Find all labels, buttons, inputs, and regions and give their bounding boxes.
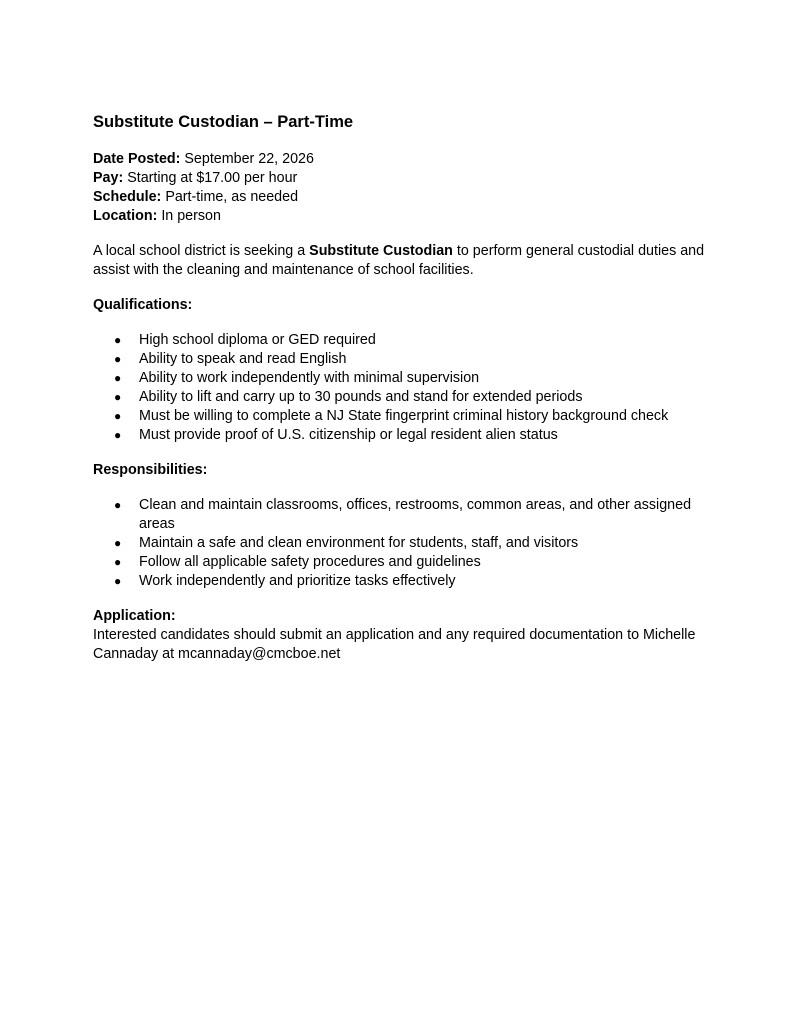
bullet-icon: ● [114, 574, 122, 588]
intro-text-bold: Substitute Custodian [309, 243, 453, 259]
pay-row [93, 169, 713, 188]
document-page [93, 110, 713, 664]
responsibilities-list [93, 496, 713, 591]
list-item [93, 350, 713, 369]
pay-value: Starting at $17.00 per hour [127, 170, 298, 186]
schedule-label: Schedule: [93, 189, 162, 205]
list-item [93, 553, 713, 572]
bullet-icon: ● [114, 536, 122, 550]
schedule-row [93, 188, 713, 207]
qualifications-heading: Qualifications: [93, 297, 193, 313]
bullet-icon: ● [114, 409, 122, 423]
list-item [93, 496, 713, 534]
application-heading: Application: [93, 608, 176, 624]
bullet-icon: ● [114, 352, 122, 366]
list-item [93, 534, 713, 553]
list-item-text: Ability to speak and read English [139, 351, 347, 367]
list-item [93, 426, 713, 445]
bullet-icon: ● [114, 555, 122, 569]
list-item [93, 388, 713, 407]
pay-label: Pay: [93, 170, 124, 186]
list-item-text: Follow all applicable safety procedures and guidelines [139, 554, 481, 570]
list-item-text: Maintain a safe and clean environment for students, staff, and visitors [139, 535, 579, 551]
qualifications-list [93, 331, 713, 445]
intro-text-before: A local school district is seeking a [93, 243, 310, 259]
date-posted-value: September 22, 2026 [184, 151, 314, 167]
intro-text-after: to perform general custodial duties and assist with the cleaning and maintenance of school facilities. [93, 243, 705, 278]
bullet-icon: ● [114, 371, 122, 385]
list-item-text: Must provide proof of U.S. citizenship or legal resident alien status [139, 427, 558, 443]
list-item-text: Work independently and prioritize tasks effectively [139, 573, 456, 589]
list-item-text: Clean and maintain classrooms, offices, restrooms, common areas, and other assigned areas [139, 497, 692, 532]
location-label: Location: [93, 208, 158, 224]
bullet-icon: ● [114, 390, 122, 404]
bullet-icon: ● [114, 333, 122, 347]
schedule-value: Part-time, as needed [165, 189, 299, 205]
location-row [93, 207, 713, 226]
bullet-icon: ● [114, 498, 122, 512]
responsibilities-heading: Responsibilities: [93, 462, 208, 478]
document-title: Substitute Custodian – Part-Time [93, 113, 354, 131]
intro-paragraph [93, 242, 713, 280]
date-posted-row [93, 150, 713, 169]
list-item [93, 369, 713, 388]
list-item-text: Ability to lift and carry up to 30 pounds and stand for extended periods [139, 389, 583, 405]
location-value: In person [161, 208, 221, 224]
list-item-text: High school diploma or GED required [139, 332, 376, 348]
list-item-text: Must be willing to complete a NJ State fingerprint criminal history background check [139, 408, 669, 424]
date-posted-label: Date Posted: [93, 151, 181, 167]
list-item [93, 572, 713, 591]
list-item [93, 331, 713, 350]
job-details [93, 150, 713, 226]
bullet-icon: ● [114, 428, 122, 442]
list-item-text: Ability to work independently with minimal supervision [139, 370, 480, 386]
application-text: Interested candidates should submit an application and any required documentation to Michelle Cannaday at mcannaday@cmcboe.net [93, 627, 696, 662]
list-item [93, 407, 713, 426]
